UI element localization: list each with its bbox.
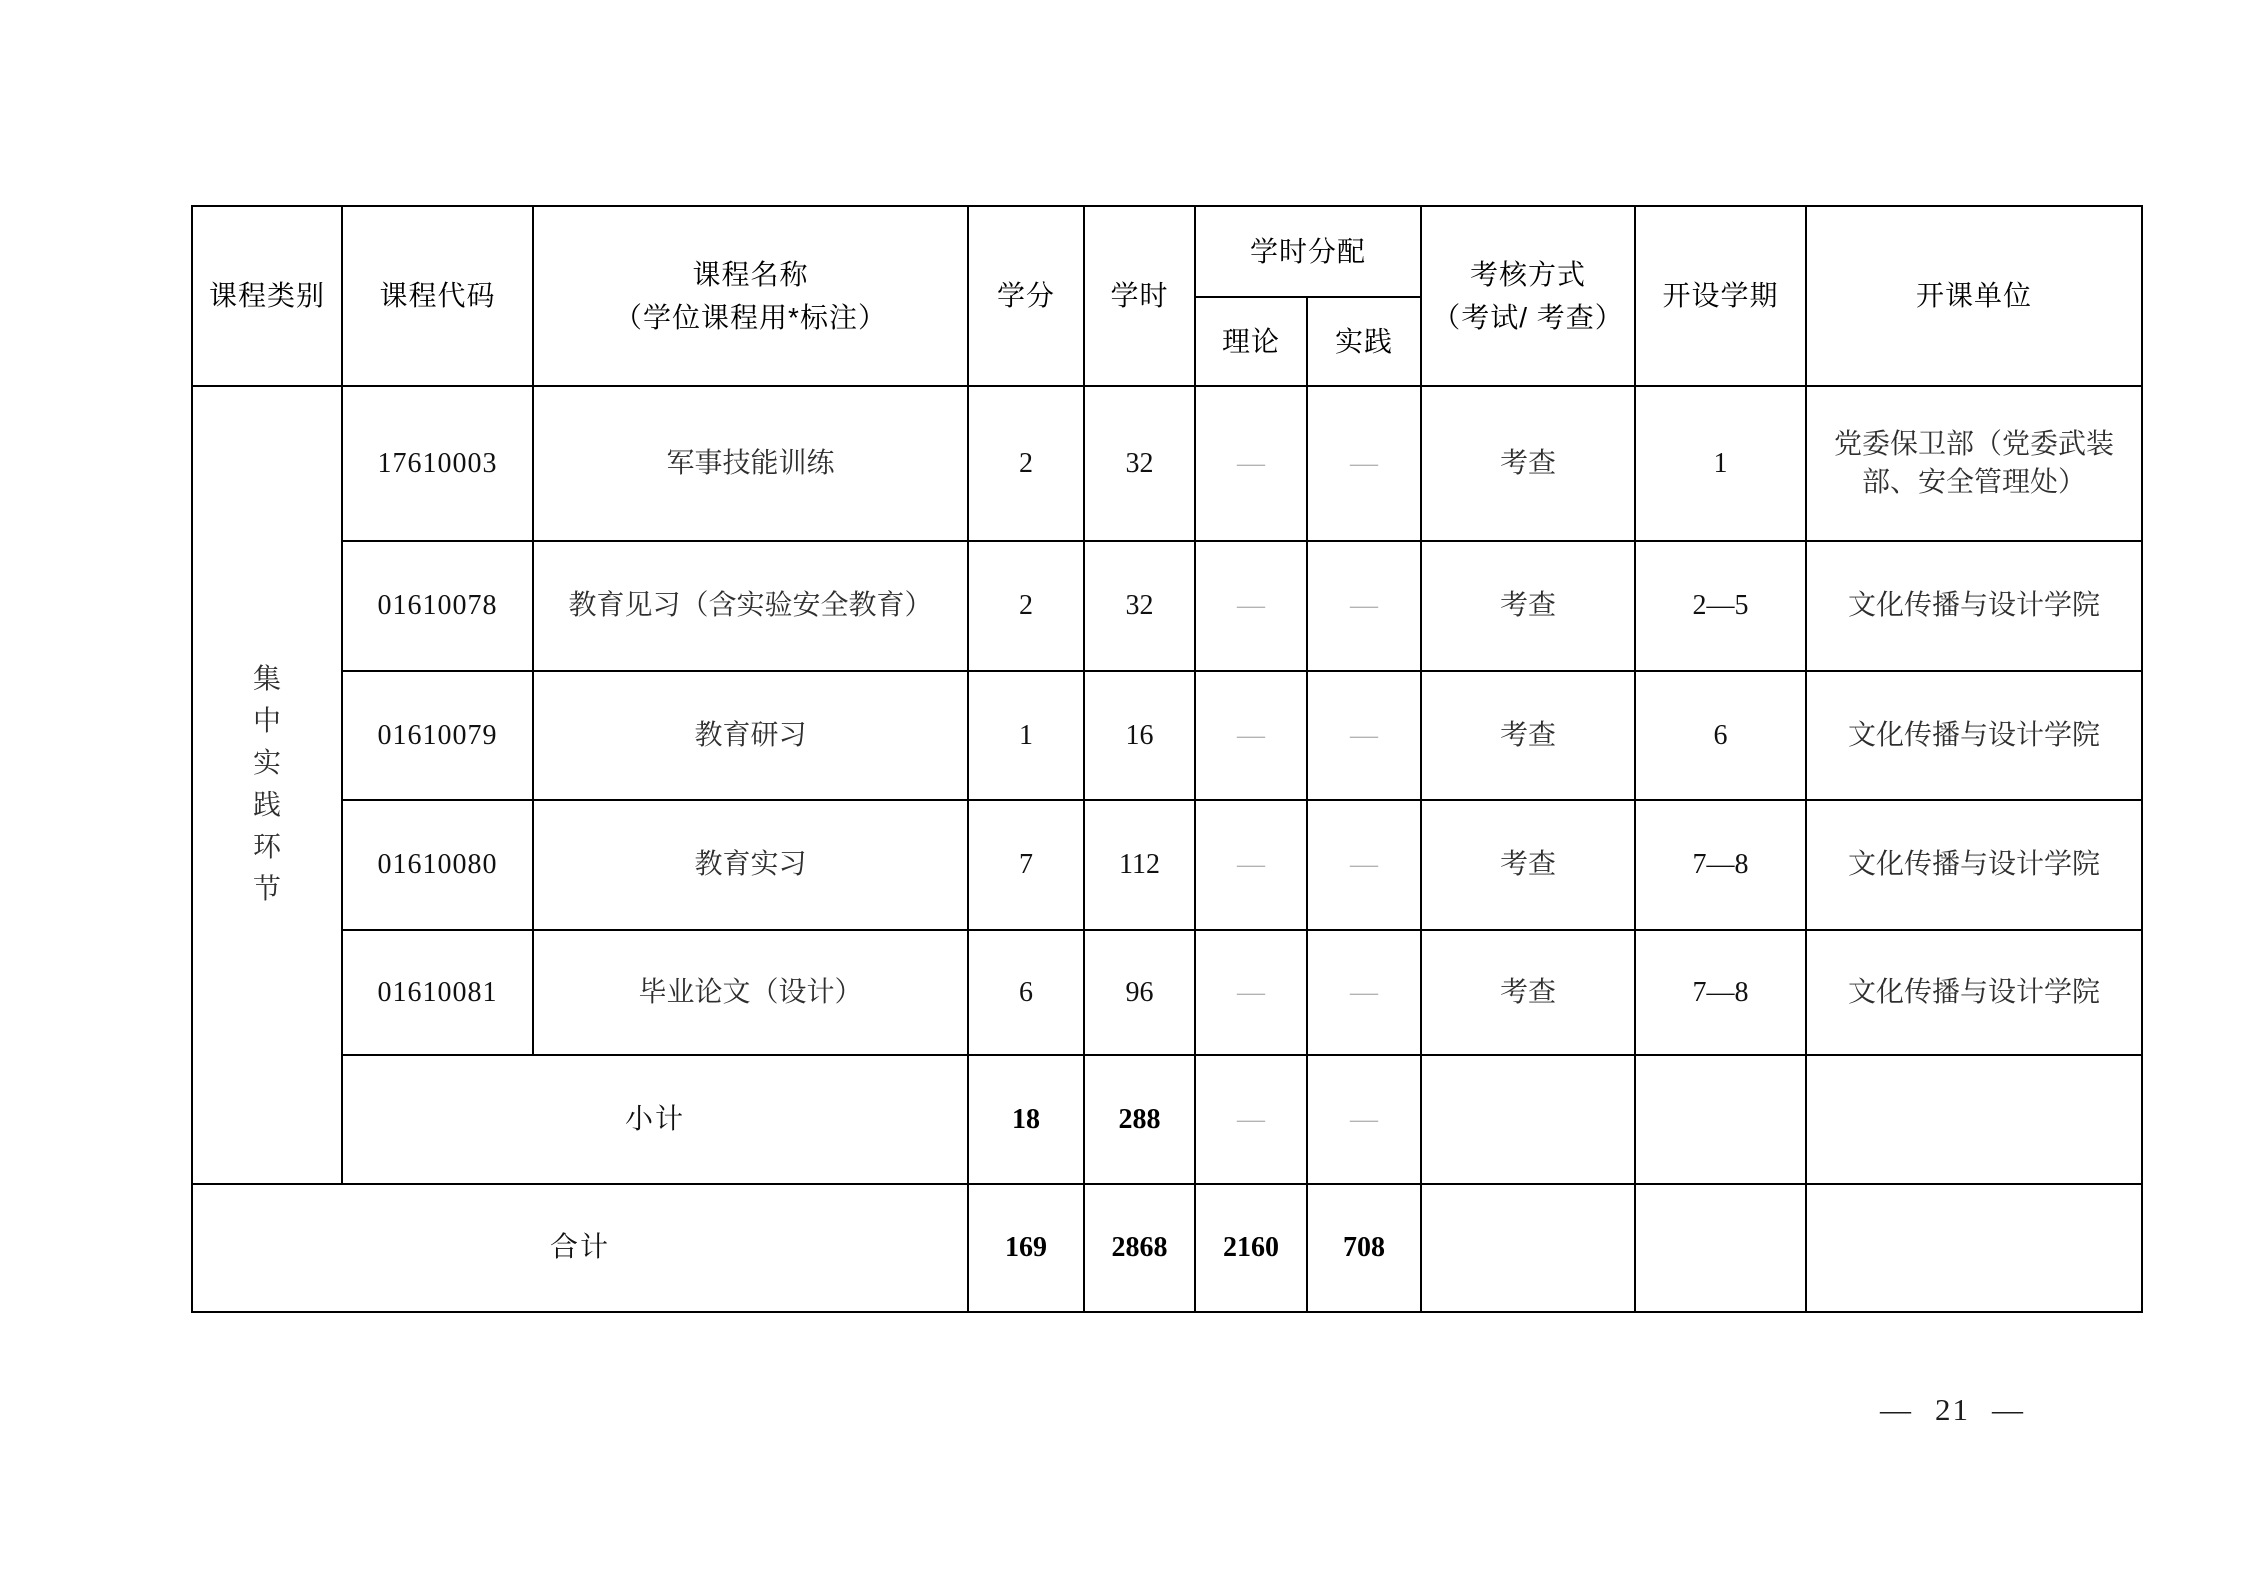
- practice-cell: —: [1307, 800, 1421, 930]
- table-row: [192, 541, 2142, 671]
- header-assessment-line2: （考试/ 考查）: [1432, 302, 1624, 333]
- subtotal-row: [192, 1055, 2142, 1184]
- semester-cell: 7—8: [1635, 930, 1806, 1055]
- hours-cell: 32: [1084, 386, 1195, 541]
- semester-cell: 2—5: [1635, 541, 1806, 671]
- semester-cell: 1: [1635, 386, 1806, 541]
- header-course-code: 课程代码: [342, 206, 533, 386]
- header-course-name: [533, 206, 968, 386]
- header-course-name-line2: （学位课程用*标注）: [614, 302, 887, 333]
- subtotal-theory: —: [1195, 1055, 1307, 1184]
- total-theory: 2160: [1195, 1184, 1307, 1312]
- category-vertical-label: 集中实践环节: [252, 664, 281, 905]
- footer-page-number: 21: [1935, 1392, 1970, 1427]
- theory-cell: —: [1195, 386, 1307, 541]
- semester-cell: 6: [1635, 671, 1806, 800]
- unit-cell: 文化传播与设计学院: [1806, 930, 2142, 1055]
- course-code-cell: 01610079: [342, 671, 533, 800]
- empty-cell: [1421, 1055, 1635, 1184]
- header-assessment: [1421, 206, 1635, 386]
- table-row: [192, 930, 2142, 1055]
- credits-cell: 7: [968, 800, 1084, 930]
- course-name-cell: 毕业论文（设计）: [533, 930, 968, 1055]
- page-number: [1880, 1392, 2025, 1428]
- footer-left-dash: —: [1880, 1392, 1913, 1427]
- assessment-cell: 考查: [1421, 541, 1635, 671]
- header-credits: 学分: [968, 206, 1084, 386]
- practice-cell: —: [1307, 541, 1421, 671]
- hours-cell: 16: [1084, 671, 1195, 800]
- subtotal-credits: 18: [968, 1055, 1084, 1184]
- hours-cell: 112: [1084, 800, 1195, 930]
- theory-cell: —: [1195, 671, 1307, 800]
- empty-cell: [1421, 1184, 1635, 1312]
- unit-cell: 党委保卫部（党委武装部、安全管理处）: [1806, 386, 2142, 541]
- empty-cell: [1635, 1184, 1806, 1312]
- total-hours: 2868: [1084, 1184, 1195, 1312]
- header-course-name-line1: 课程名称: [692, 258, 809, 290]
- hours-cell: 96: [1084, 930, 1195, 1055]
- credits-cell: 2: [968, 541, 1084, 671]
- assessment-cell: 考查: [1421, 386, 1635, 541]
- header-assessment-line1: 考核方式: [1470, 258, 1587, 290]
- assessment-cell: 考查: [1421, 800, 1635, 930]
- header-course-category: 课程类别: [192, 206, 342, 386]
- practice-cell: —: [1307, 386, 1421, 541]
- curriculum-table: [191, 205, 2143, 1313]
- assessment-cell: 考查: [1421, 671, 1635, 800]
- header-theory: 理论: [1195, 297, 1307, 386]
- theory-cell: —: [1195, 541, 1307, 671]
- subtotal-hours: 288: [1084, 1055, 1195, 1184]
- practice-cell: —: [1307, 930, 1421, 1055]
- theory-cell: —: [1195, 930, 1307, 1055]
- practice-cell: —: [1307, 671, 1421, 800]
- course-code-cell: 01610081: [342, 930, 533, 1055]
- table-row: [192, 386, 2142, 541]
- semester-cell: 7—8: [1635, 800, 1806, 930]
- course-name-cell: 教育实习: [533, 800, 968, 930]
- header-practice: 实践: [1307, 297, 1421, 386]
- table-row: [192, 800, 2142, 930]
- header-unit: 开课单位: [1806, 206, 2142, 386]
- course-name-cell: 教育研习: [533, 671, 968, 800]
- unit-cell: 文化传播与设计学院: [1806, 800, 2142, 930]
- total-row: [192, 1184, 2142, 1312]
- empty-cell: [1635, 1055, 1806, 1184]
- credits-cell: 6: [968, 930, 1084, 1055]
- header-hours: 学时: [1084, 206, 1195, 386]
- assessment-cell: 考查: [1421, 930, 1635, 1055]
- header-semester: 开设学期: [1635, 206, 1806, 386]
- header-hours-distribution: 学时分配: [1195, 206, 1421, 297]
- subtotal-practice: —: [1307, 1055, 1421, 1184]
- table-row: [192, 671, 2142, 800]
- course-name-cell: 军事技能训练: [533, 386, 968, 541]
- total-credits: 169: [968, 1184, 1084, 1312]
- credits-cell: 2: [968, 386, 1084, 541]
- unit-cell: 文化传播与设计学院: [1806, 671, 2142, 800]
- empty-cell: [1806, 1055, 2142, 1184]
- header-row-top: [192, 206, 2142, 297]
- subtotal-label: 小计: [342, 1055, 968, 1184]
- unit-cell: 文化传播与设计学院: [1806, 541, 2142, 671]
- course-code-cell: 01610080: [342, 800, 533, 930]
- credits-cell: 1: [968, 671, 1084, 800]
- footer-right-dash: —: [1992, 1392, 2025, 1427]
- category-cell: [192, 386, 342, 1184]
- theory-cell: —: [1195, 800, 1307, 930]
- course-name-cell: 教育见习（含实验安全教育）: [533, 541, 968, 671]
- empty-cell: [1806, 1184, 2142, 1312]
- hours-cell: 32: [1084, 541, 1195, 671]
- total-practice: 708: [1307, 1184, 1421, 1312]
- total-label: 合计: [192, 1184, 968, 1312]
- course-code-cell: 17610003: [342, 386, 533, 541]
- course-code-cell: 01610078: [342, 541, 533, 671]
